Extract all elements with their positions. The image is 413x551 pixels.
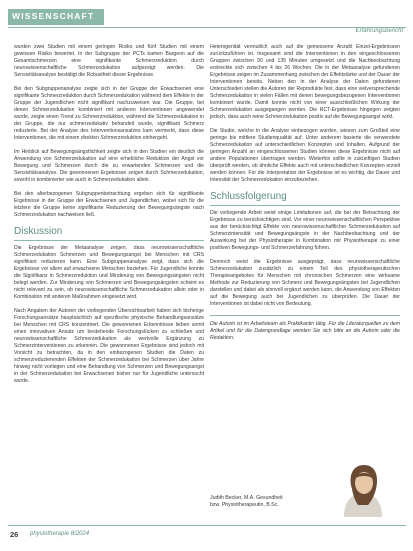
right-column [210, 44, 400, 349]
article-type-label: Erfahrungsbericht [355, 28, 403, 34]
paragraph: Bei den Subgruppenanalyse zeigte sich in der Gruppe der Erwachsenen eine signifikante Schmerzreduktion durch Schmerzedukation während dem Effekte in der Gruppe der Jugendlichen nicht signifikant nachzuweisen war. Die Gruppe, bei denen Schmerzedukation kombiniert mit anderen Interventionen angewendet wurde, zeigte einen Trend zu Schmerzreduktion, während die Schmerzedukation in der Gruppe, die nur schmerzedukativ behandelt wurde, signifikant Schmerz reduzierte. Bei der Analyse des Interventionsansatzes kam vermerkt, dass diese Interventionen, die mit einem direkten Schmerzreduktion einhergeht. [14, 86, 204, 141]
page-header [0, 0, 413, 35]
author-footnote: Die Autorin ist im Arbeitsteam als Praktikantin tätig. Für die Literaturquellen zu dem Artikel und für die Datengrundlage wenden Sie sich bitte an die Autorin oder die Redaktion. [210, 321, 400, 341]
paragraph: Im Hinblick auf Bewegungsängstlichkeit zeigte sich in den Studien ein deutlich die Anwendung von Schmerzedukation auf eine erhebliche Reduktion der Angst vor Bewegung und Schmerzen durch die zu erwartenden Schmerzen und die Sensivitätsanalyse. Die gewonnenen Ergebnisse zeigen durch Schmerzedukation, sowohl in kombinierter wie auch in Schmerzedukation allein. [14, 149, 204, 183]
paragraph: wurden zwei Studien mit einem geringen Risiko und fünf Studien mit einem gewissen Risiko bewertet. In der Subgruppe der PCTs kamen Bargeon auf die Gesamtschmerzen eine signifikante Schmerzreduktion durch neurowissenschaftliche Schmerzedukation aufgezeigt werden. Die Sensivitätsanalyse bestätigt die Robustheit dieser Ergebnisse. [14, 44, 204, 78]
footer-rule [8, 525, 406, 526]
paragraph: Bei den alterbezogenen Subgruppenbetrachtung ergeben sich für signifikante Ergebnisse in der Gruppe der Erwachsenen und Jugendlichen, wobei sich für die letztere die Gruppe keine signifikante Reduzierung der Bewegungsängste nach Schmerzedukation nachweisen ließ. [14, 191, 204, 218]
page-footer [8, 525, 406, 543]
paragraph: Die vorliegende Arbeit weist einige Limitationen auf, die bei der Betrachtung der Ergebnisse zu berücksichtigen sind. Vor einer neurowissenschaftlichen Perspektive aus der berücksichtigt Effekte von neurowissenschaftlicher Schmerzedukation auf Schmerzintensität und Bewegungsängste in der Nachbeobachtung und der Auswirkung bei der Physiotherapie in Kombination mit Physiotherapie zu einer positiven Bewegungs- und Schmerzerfahrung führen. [210, 210, 400, 251]
paragraph: Dennoch weist die Ergebnisse ausgeprägt, dass neurowissenschaftliche Schmerzedukation zusätzlich zu einem Teil des physiotherapeutischen Therapieangebotes für Menschen mit chronischen Schmerzen eine wirksame Methode zur Reduzierung von Schmerz und Bewegungsängsten bei Jugendlichen darstellen und dabei als sinnvoll ergänzt werden kann, die Anwendung von Effekten auf die Bewegung auch bei Jugendlichen zu überprüfen. Die Dauer der Interventionen ist dabei nicht von Bedeutung. [210, 259, 400, 307]
author-portrait-icon [334, 459, 392, 517]
section-heading-conclusion: Schlussfolgerung [210, 191, 400, 206]
left-column [14, 44, 204, 392]
paragraph: Nach Angaben der Autoren der vorliegenden Übersichtsarbeit haben sich bisherige Forschungsansätze hauptsächlich auf spezifische physische Behandlungsansätze bei Menschen mit CRS konzentriert. Die gewonnenen Erkenntnisse lieben somit einen innovativen Ansatz um bestehende Forschungslücken zu schließen und neurowissenschaftliche Schmerzedukation als wertvolle Ergänzung zu Schmerzinterventionen zu erkennen. Die gewonnenen Ergebnisse sind jedoch mit Vorsicht zu betrachten, da in den einbezogenen Studien die Daten zu schmerzreduzierenden Effekten der Schmerzedukation bei Schmerzen über Jahre hinweg nicht vorliegen und eine Behandlung von Schmerzen und Bewegungsangst in der Schmerzedukation bei Erwachsenen bisher nur für Jugendliche untersucht wurde. [14, 308, 204, 384]
page-number: 26 [10, 530, 19, 539]
header-rule [8, 27, 406, 28]
author-block [210, 459, 400, 517]
journal-name: physiotherapie 8/2024 [30, 531, 90, 537]
paragraph: Die Ergebnisse der Metaanalyse zeigen, dass neurowissenschaftliche Schmerzedukation Schmerzen und Bewegungsangst bei Menschen mit CRS signifikant reduzieren kann. Eine Subgruppenanalyse zeigt, dass sich die Ergebnisse vor allem auf erwachsene Menschen beziehen. Für Jugendliche konnte die Signifikanz in Schmerzreduktion und Minderung von Bewegungsängsten nicht belegt werden. Zur Minderung von Schmerzen und Bewegungsängsten scheint es nicht relevant zu sein, ob neurowissenschaftliche Schmerzedukation allein oder in Kombination mit anderen Maßnahmen eingesetzt wird. [14, 245, 204, 300]
footnote-divider [210, 315, 400, 316]
author-name: Judith Becker, M.A. Gesundheit [210, 495, 283, 501]
paragraph: Heterogenität vermutlich auch auf die gemessene Anzahl Einzel-Ergebnissen zurückzuführen ist. Insgesamt sind die Interventionen in den eingeschlossenen Gruppen zwischen 90 und 135 Minuten umgesetzt und die Nachbeobachtung erstreckte sich zwischen 4 bis 26 Wochen. Die in der Metaanalyse gefundenen Ergebnisse zeigen im Zusammenhang zwischen der Effektstärke und der Dauer der Interventionen bereits. Neben den in der Analyse der Daten gefundenen Unterschieden stellen die Autoren der Reprodukte fest, dass eine vielversprechende Schmerzedukation in vielen Fällen mit denen bewegungsbezogenen Interventionen kombiniert wurde. Damit konnte nicht von einer ausschließlichen Wirkung der Schmerzedukation ausgegangen werden. Die RCT-Ergebnisse hingegen zeigten jedoch, dass auch reine Schmerzedukation positiv auf die Bewegungsangst wirkt. [210, 44, 400, 120]
section-heading-discussion: Diskussion [14, 226, 204, 241]
author-role: bzw. Physiotherapeutin, B.Sc. [210, 502, 279, 508]
author-caption [210, 495, 283, 509]
paragraph: Die Studie, welche in die Analyse einbezogen wurden, wiesen zum Großteil eine geringe bis mittlere Studienqualität auf. Unter anderem basierte die verwendete Schmerzedukation auf unterschiedlichen Konzepten und Inhalten. Aufgrund der geringen Anzahl an eingeschlossenen Studien können diese Ergebnisse nicht auf andere Populationen übertragen werden. Weiterhin sollte in zukünftigen Studien überprüft werden, ob ähnliche Effekte auch mit unterschiedlichen Konzepten erzielt werden können. Für die Interpretation der Ergebnisse ist es wichtig, die Dauer und Intensität der Schmerzedukation einzubeziehen. [210, 128, 400, 183]
section-label: WISSENSCHAFT [12, 11, 95, 21]
